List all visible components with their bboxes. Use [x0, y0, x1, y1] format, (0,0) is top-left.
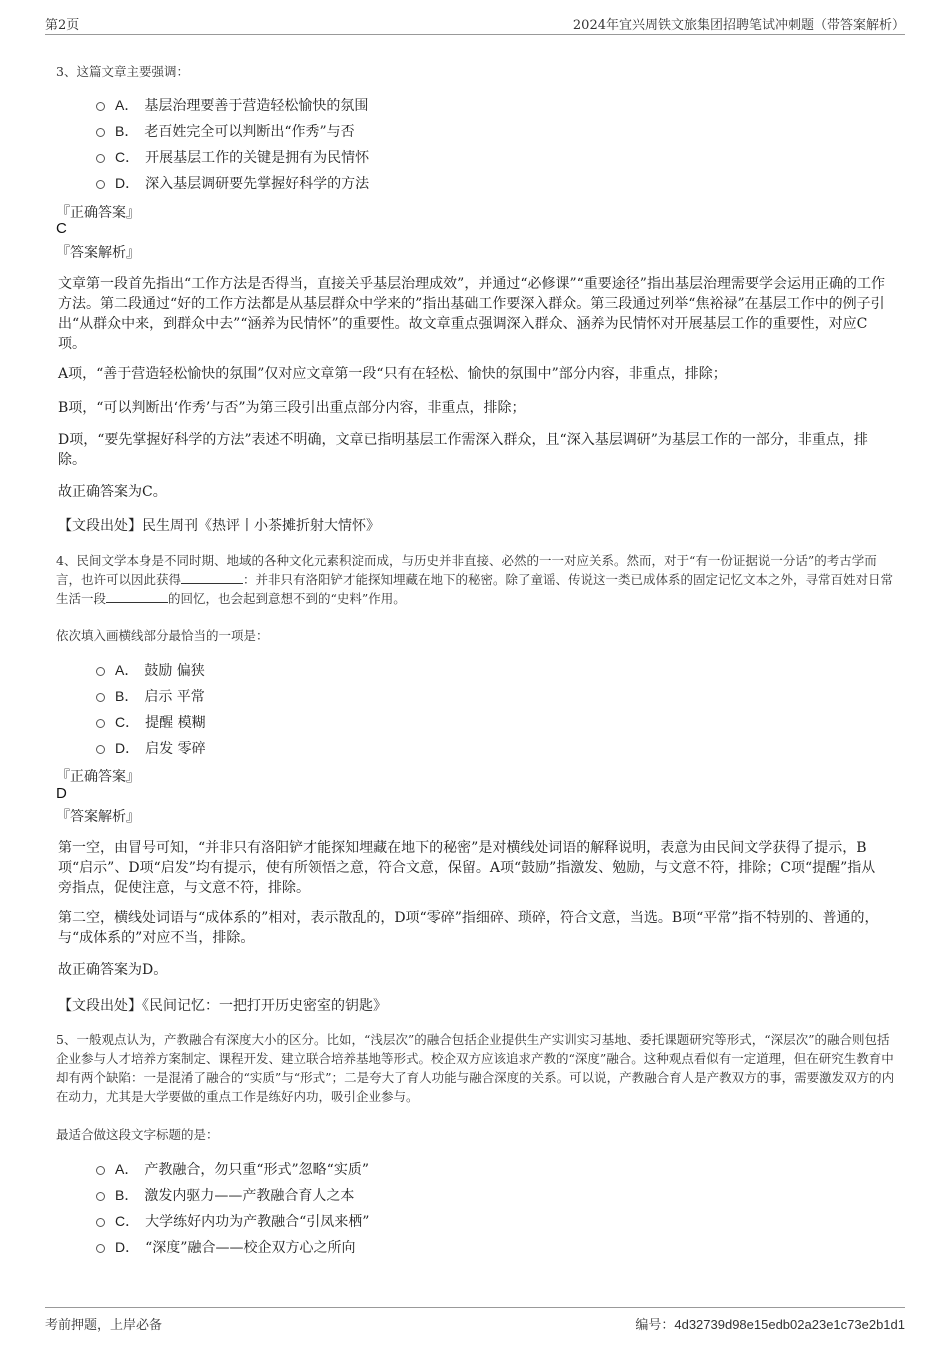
question-5-prompt: 最适合做这段文字标题的是： [56, 1127, 219, 1142]
radio-icon[interactable] [96, 1166, 105, 1175]
analysis-label: 『答案解析』 [56, 809, 140, 825]
analysis-paragraph: B项，“可以判断出‘作秀’与否”为第三段引出重点部分内容，非重点，排除； [58, 400, 526, 416]
page-footer [45, 1307, 905, 1338]
analysis-paragraph: 文章第一段首先指出“工作方法是否得当，直接关乎基层治理成效”，并通过“必修课”“重要途径”指出基层治理需要学会运用正确的工作方法。第二段通过“好的工作方法都是从基层群众中学来的”指出基础工作要深入群众。第三段通过列举“焦裕禄”在基层工作中的例子引出“从群众中来，到群众中去”“涵养为民情怀”的重要性。故文章重点强调深入群众、涵养为民情怀对开展基层工作的重要性，对应C项。 [58, 276, 885, 352]
analysis-label: 『答案解析』 [56, 245, 140, 261]
answer-blank [106, 590, 168, 603]
answer-label: 『正确答案』 [56, 769, 140, 785]
source-citation: 【文段出处】民生周刊《热评丨小茶摊折射大情怀》 [58, 518, 380, 534]
analysis-conclusion: 故正确答案为D。 [58, 962, 168, 978]
footer-slogan: 考前押题，上岸必备 [45, 1318, 163, 1333]
radio-icon[interactable] [96, 745, 105, 754]
option-b[interactable]: B． 老百姓完全可以判断出“作秀”与否 [96, 118, 369, 144]
answer-blank [181, 571, 243, 584]
question-4-text: 4、民间文学本身是不同时期、地域的各种文化元素积淀而成，与历史并非直接、必然的一一对应关系。然而，对于“有一份证据说一分话”的考古学而言，也许可以因此获得 ：并非只有洛阳铲才能探知埋藏在地下的秘密。除了童谣、传说这一类已成体系的固定记忆文本之外，寻常百姓对日常生活一段 的回忆，也会起到意想不到的“史料”作用。 [56, 553, 894, 606]
question-4-prompt: 依次填入画横线部分最恰当的一项是： [56, 628, 269, 643]
analysis-paragraph: D项，“要先掌握好科学的方法”表述不明确，文章已指明基层工作需深入群众，且“深入基层调研”为基层工作的一部分，非重点，排除。 [58, 432, 868, 468]
document-title: 2024年宜兴周铁文旅集团招聘笔试冲刺题（带答案解析） [572, 18, 905, 33]
answer-value: C [56, 220, 67, 237]
question-3-options [96, 92, 369, 196]
option-a[interactable]: A． 鼓励 偏狭 [96, 657, 206, 683]
radio-icon[interactable] [96, 1244, 105, 1253]
option-d[interactable]: D． 启发 零碎 [96, 735, 206, 761]
radio-icon[interactable] [96, 1192, 105, 1201]
answer-value: D [56, 785, 67, 802]
radio-icon[interactable] [96, 667, 105, 676]
document-code: 编号：4d32739d98e15edb02a23e1c73e2b1d1 [635, 1317, 905, 1333]
question-4-options [96, 657, 206, 761]
page-number: 第2页 [45, 18, 80, 33]
page-header [45, 12, 905, 35]
radio-icon[interactable] [96, 180, 105, 189]
option-b[interactable]: B． 启示 平常 [96, 683, 206, 709]
source-citation: 【文段出处】《民间记忆：一把打开历史密室的钥匙》 [58, 998, 387, 1014]
option-c[interactable]: C． 大学练好内功为产教融合“引凤来栖” [96, 1208, 369, 1234]
option-c[interactable]: C． 提醒 模糊 [96, 709, 206, 735]
answer-label: 『正确答案』 [56, 205, 140, 221]
option-d[interactable]: D． “深度”融合——校企双方心之所向 [96, 1234, 369, 1260]
analysis-conclusion: 故正确答案为C。 [58, 484, 167, 500]
option-c[interactable]: C． 开展基层工作的关键是拥有为民情怀 [96, 144, 369, 170]
radio-icon[interactable] [96, 154, 105, 163]
option-a[interactable]: A． 产教融合，勿只重“形式”忽略“实质” [96, 1156, 369, 1182]
analysis-paragraph: A项，“善于营造轻松愉快的氛围”仅对应文章第一段“只有在轻松、愉快的氛围中”部分内容，非重点，排除； [58, 366, 727, 382]
option-d[interactable]: D． 深入基层调研要先掌握好科学的方法 [96, 170, 369, 196]
option-b[interactable]: B． 激发内驱力——产教融合育人之本 [96, 1182, 369, 1208]
radio-icon[interactable] [96, 719, 105, 728]
radio-icon[interactable] [96, 128, 105, 137]
question-5-text: 5、一般观点认为，产教融合有深度大小的区分。比如，“浅层次”的融合包括企业提供生产实训实习基地、委托课题研究等形式，“深层次”的融合则包括企业参与人才培养方案制定、课程开发、建立联合培养基地等形式。校企双方应该追求产教的“深度”融合。这种观点看似有一定道理，但在研究生教育中却有两个缺陷：一是混淆了融合的“实质”与“形式”；二是夸大了育人功能与融合深度的关系。可以说，产教融合育人是产教双方的事，需要激发双方的内在动力，尤其是大学要做的重点工作是练好内功，吸引企业参与。 [56, 1032, 895, 1104]
question-5-options [96, 1156, 369, 1260]
question-3-prompt: 3、这篇文章主要强调： [56, 64, 189, 79]
radio-icon[interactable] [96, 102, 105, 111]
option-a[interactable]: A． 基层治理要善于营造轻松愉快的氛围 [96, 92, 369, 118]
analysis-paragraph: 第二空，横线处词语与“成体系的”相对，表示散乱的，D项“零碎”指细碎、琐碎，符合文意，当选。B项“平常”指不特别的、普通的，与“成体系的”对应不当，排除。 [58, 910, 879, 946]
radio-icon[interactable] [96, 693, 105, 702]
radio-icon[interactable] [96, 1218, 105, 1227]
analysis-paragraph: 第一空，由冒号可知，“并非只有洛阳铲才能探知埋藏在地下的秘密”是对横线处词语的解释说明，表意为由民间文学获得了提示，B项“启示”、D项“启发”均有提示，使有所领悟之意，符合文意，保留。A项“鼓励”指激发、勉励，与文意不符，排除；C项“提醒”指从旁指点，促使注意，与文意不符，排除。 [58, 840, 876, 896]
